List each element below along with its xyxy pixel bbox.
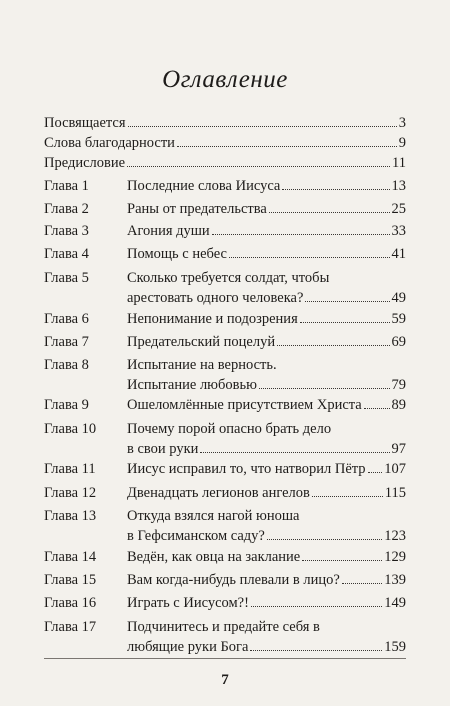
leader-dots xyxy=(251,606,382,607)
entry-page: 159 xyxy=(384,639,406,655)
leader-dots xyxy=(312,496,383,497)
chapter-label: Глава 1 xyxy=(44,178,89,194)
toc-entry-chapter-5 xyxy=(44,268,406,308)
entry-page: 97 xyxy=(391,441,406,457)
chapter-label: Глава 7 xyxy=(44,334,89,350)
leader-dots xyxy=(300,322,390,323)
entry-page: 115 xyxy=(384,485,406,501)
toc-entry-chapter-3 xyxy=(44,221,406,241)
leader-dots xyxy=(127,166,390,167)
entry-title: Вам когда-нибудь плевали в лицо? xyxy=(127,572,340,588)
entry-title: Предательский поцелуй xyxy=(127,334,276,350)
leader-dots xyxy=(368,472,383,473)
chapter-label: Глава 4 xyxy=(44,246,89,262)
entry-title: Сколько требуется солдат, чтобы xyxy=(127,270,330,286)
entry-page: 59 xyxy=(391,311,406,327)
leader-dots xyxy=(200,452,389,453)
page-number: 7 xyxy=(221,672,229,688)
leader-dots xyxy=(282,189,389,190)
chapter-label: Глава 15 xyxy=(44,572,97,588)
toc-entry-chapter-11 xyxy=(44,459,406,479)
leader-dots xyxy=(269,212,390,213)
leader-dots xyxy=(259,388,390,389)
chapter-label: Глава 5 xyxy=(44,270,89,286)
entry-title-continued: в свои руки xyxy=(127,441,199,457)
entry-title: Подчинитесь и предайте себя в xyxy=(127,619,320,635)
toc-entry-preface xyxy=(44,153,406,173)
chapter-label: Глава 17 xyxy=(44,619,97,635)
toc-entry-chapter-9 xyxy=(44,395,406,415)
entry-title: Почему порой опасно брать дело xyxy=(127,421,332,437)
leader-dots xyxy=(342,583,382,584)
chapter-label: Глава 3 xyxy=(44,223,89,239)
leader-dots xyxy=(267,539,382,540)
entry-title: Ведён, как овца на заклание xyxy=(127,549,301,565)
entry-title: Предисловие xyxy=(44,155,126,171)
toc-entry-chapter-2 xyxy=(44,199,406,219)
toc-title: Оглавление xyxy=(162,66,288,93)
entry-page: 13 xyxy=(391,178,406,194)
chapter-label: Глава 6 xyxy=(44,311,89,327)
toc-entry-chapter-14 xyxy=(44,547,406,567)
toc-entry-chapter-13 xyxy=(44,506,406,546)
entry-title: Испытание на верность. xyxy=(127,357,277,373)
chapter-label: Глава 12 xyxy=(44,485,97,501)
leader-dots xyxy=(177,146,397,147)
entry-title: Посвящается xyxy=(44,115,126,131)
entry-page: 3 xyxy=(398,115,406,131)
toc-entry-chapter-6 xyxy=(44,309,406,329)
entry-page: 41 xyxy=(391,246,406,262)
entry-page: 89 xyxy=(391,397,406,413)
entry-title: Слова благодарности xyxy=(44,135,175,151)
entry-page: 33 xyxy=(391,223,406,239)
entry-title: Непонимание и подозрения xyxy=(127,311,298,327)
entry-page: 25 xyxy=(391,201,406,217)
entry-title: Иисус исправил то, что натворил Пётр xyxy=(127,461,366,477)
entry-page: 49 xyxy=(391,290,406,306)
entry-title: Агония души xyxy=(127,223,210,239)
toc-entry-acknowledgements xyxy=(44,133,406,153)
toc-entry-chapter-15 xyxy=(44,570,406,590)
leader-dots xyxy=(212,234,390,235)
toc-entry-dedication xyxy=(44,113,406,133)
toc-entry-chapter-8 xyxy=(44,355,406,395)
toc-entry-chapter-16 xyxy=(44,593,406,613)
chapter-label: Глава 10 xyxy=(44,421,97,437)
entry-title-continued: арестовать одного человека? xyxy=(127,290,304,306)
entry-title: Помощь с небес xyxy=(127,246,227,262)
chapter-label: Глава 8 xyxy=(44,357,89,373)
entry-page: 139 xyxy=(384,572,406,588)
entry-page: 11 xyxy=(392,155,406,171)
chapter-label: Глава 16 xyxy=(44,595,97,611)
entry-page: 129 xyxy=(384,549,406,565)
entry-title: Ошеломлённые присутствием Христа xyxy=(127,397,362,413)
entry-title: Откуда взялся нагой юноша xyxy=(127,508,300,524)
leader-dots xyxy=(128,126,397,127)
leader-dots xyxy=(229,257,390,258)
leader-dots xyxy=(302,560,382,561)
entry-title: Двенадцать легионов ангелов xyxy=(127,485,310,501)
entry-title-continued: в Гефсиманском саду? xyxy=(127,528,265,544)
entry-page: 107 xyxy=(384,461,406,477)
entry-page: 69 xyxy=(391,334,406,350)
toc-entry-chapter-4 xyxy=(44,244,406,264)
leader-dots xyxy=(305,301,389,302)
entry-title: Играть с Иисусом?! xyxy=(127,595,249,611)
chapter-label: Глава 9 xyxy=(44,397,89,413)
entry-title-continued: любящие руки Бога xyxy=(127,639,249,655)
toc-entry-chapter-1 xyxy=(44,176,406,196)
entry-page: 149 xyxy=(384,595,406,611)
footer-rule xyxy=(44,658,406,659)
chapter-label: Глава 13 xyxy=(44,508,97,524)
entry-page: 9 xyxy=(398,135,406,151)
toc-entry-chapter-17 xyxy=(44,617,406,657)
entry-title-continued: Испытание любовью xyxy=(127,377,257,393)
leader-dots xyxy=(364,408,390,409)
toc-entry-chapter-7 xyxy=(44,332,406,352)
chapter-label: Глава 2 xyxy=(44,201,89,217)
entry-page: 79 xyxy=(391,377,406,393)
toc-entry-chapter-12 xyxy=(44,483,406,503)
chapter-label: Глава 11 xyxy=(44,461,96,477)
chapter-label: Глава 14 xyxy=(44,549,97,565)
toc-entry-chapter-10 xyxy=(44,419,406,459)
leader-dots xyxy=(277,345,389,346)
entry-title: Последние слова Иисуса xyxy=(127,178,281,194)
leader-dots xyxy=(250,650,382,651)
entry-page: 123 xyxy=(384,528,406,544)
entry-title: Раны от предательства xyxy=(127,201,267,217)
